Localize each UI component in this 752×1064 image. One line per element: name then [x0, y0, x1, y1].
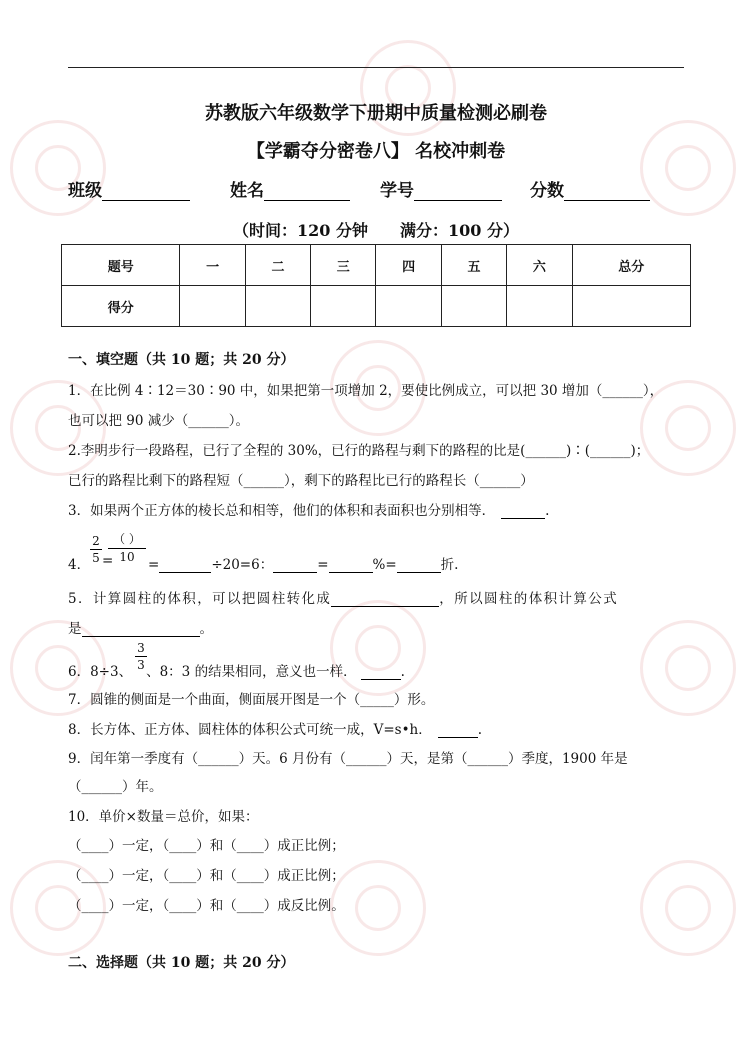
question-5-line: [68, 587, 618, 607]
table-cell: 总分: [572, 245, 690, 286]
q5-text: 是: [68, 621, 82, 637]
q8-text: 8．长方体、正方体、圆柱体的体积公式可统一成，V=s•h．: [68, 722, 432, 738]
answer-blank[interactable]: [82, 622, 200, 637]
fraction-denominator: 10: [119, 550, 135, 564]
name-blank[interactable]: [264, 182, 350, 201]
question-10-line: （____）一定，（____）和（____）成正比例；: [68, 868, 345, 884]
table-row: [62, 286, 691, 327]
score-blank[interactable]: [564, 182, 650, 201]
exam-title: 苏教版六年级数学下册期中质量检测必刷卷: [205, 103, 547, 124]
question-7-line: 7．圆锥的侧面是一个曲面，侧面展开图是一个（_____）形。: [68, 692, 435, 708]
score-cell[interactable]: [245, 286, 310, 327]
table-cell: 二: [245, 245, 310, 286]
question-2-line: 已行的路程比剩下的路程短（______），剩下的路程比已行的路程长（______）: [68, 473, 534, 489]
q4-text: =: [317, 557, 329, 573]
section-heading: 二、选择题（共 10 题；共 20 分）: [68, 955, 295, 971]
table-cell: 五: [441, 245, 506, 286]
question-3-line: 3．如果两个正方体的棱长总和相等，他们的体积和表面积也分别相等． .: [68, 503, 550, 519]
question-4-blanks: = ÷20=6： = %= 折.: [148, 557, 459, 573]
table-cell: 三: [311, 245, 376, 286]
class-blank[interactable]: [102, 182, 190, 201]
fraction-denominator: 3: [137, 658, 145, 672]
answer-blank[interactable]: [361, 665, 401, 680]
score-cell[interactable]: [572, 286, 690, 327]
watermark-logo: [640, 620, 736, 716]
time-info: （时间：120 分钟 满分：100 分）: [233, 221, 519, 240]
watermark-logo: [10, 120, 106, 216]
question-9-line: （______）年。: [68, 779, 163, 795]
answer-blank[interactable]: [438, 723, 478, 738]
score-cell[interactable]: [180, 286, 245, 327]
fraction-numerator: （ ）: [113, 532, 141, 546]
name-label: 姓名: [230, 181, 264, 201]
question-3-text: 3．如果两个正方体的棱长总和相等，他们的体积和表面积也分别相等．: [68, 503, 496, 519]
table-cell: 一: [180, 245, 245, 286]
question-4-label: 4．: [68, 557, 91, 573]
table-cell: 题号: [62, 245, 180, 286]
fraction-denominator: 5: [92, 551, 100, 565]
question-10-line: （____）一定，（____）和（____）成反比例。: [68, 898, 345, 914]
q4-text: ÷20=6：: [211, 557, 274, 573]
q5-text: ，所以圆柱的体积计算公式: [439, 591, 619, 607]
answer-blank[interactable]: [331, 592, 439, 607]
question-10-line: （____）一定，（____）和（____）成正比例；: [68, 838, 345, 854]
watermark-logo: [330, 600, 426, 696]
fraction-numerator: 2: [92, 534, 100, 548]
q5-text: 5．计算圆柱的体积，可以把圆柱转化成: [68, 591, 332, 607]
exam-subtitle: 【学霸夺分密卷八】 名校冲刺卷: [246, 141, 506, 162]
score-cell[interactable]: [441, 286, 506, 327]
q6-text: 、8：3 的结果相同，意义也一样．: [146, 664, 357, 680]
question-2-line: 2.李明步行一段路程，已行了全程的 30%，已行的路程与剩下的路程的比是(______)∶(______)；: [68, 443, 650, 459]
answer-blank[interactable]: [273, 558, 317, 573]
score-cell[interactable]: [507, 286, 572, 327]
answer-blank[interactable]: [159, 558, 211, 573]
q4-text: 折.: [440, 557, 459, 573]
student-id-label: 学号: [380, 181, 414, 201]
question-9-line: 9．闰年第一季度有（______）天。6 月份有（______）天，是第（______）季度，1900 年是: [68, 751, 628, 767]
score-table: [61, 244, 691, 327]
score-label: 分数: [530, 181, 564, 201]
equals-sign: =: [102, 553, 114, 569]
answer-blank[interactable]: [501, 504, 545, 519]
watermark-logo: [640, 120, 736, 216]
answer-blank[interactable]: [329, 558, 373, 573]
fraction: [108, 530, 146, 564]
q6-text: 6．8÷3、: [68, 664, 133, 680]
fraction-numerator: 3: [137, 641, 145, 655]
section-heading: 一、填空题（共 10 题；共 20 分）: [68, 352, 295, 368]
table-cell: 得分: [62, 286, 180, 327]
answer-blank[interactable]: [397, 558, 441, 573]
fraction: [90, 534, 102, 565]
table-cell: 四: [376, 245, 441, 286]
table-cell: 六: [507, 245, 572, 286]
question-5-line: 是 。: [68, 621, 213, 637]
student-id-blank[interactable]: [414, 182, 502, 201]
question-6-line: 6．8÷3、 、8：3 的结果相同，意义也一样． .: [68, 664, 405, 680]
question-8-line: 8．长方体、正方体、圆柱体的体积公式可统一成，V=s•h． .: [68, 722, 483, 738]
question-1-line: 也可以把 90 减少（______）。: [68, 413, 250, 429]
q4-text: %=: [372, 557, 397, 573]
class-label: 班级: [68, 181, 102, 201]
question-1-line: 1．在比例 4∶12＝30∶90 中，如果把第一项增加 2，要使比例成立，可以把 30 增加（______），: [68, 383, 664, 399]
header-rule: [68, 67, 684, 68]
score-cell[interactable]: [376, 286, 441, 327]
score-cell[interactable]: [311, 286, 376, 327]
watermark-logo: [640, 860, 736, 956]
question-10-line: 10．单价×数量＝总价，如果：: [68, 809, 259, 825]
table-row: [62, 245, 691, 286]
